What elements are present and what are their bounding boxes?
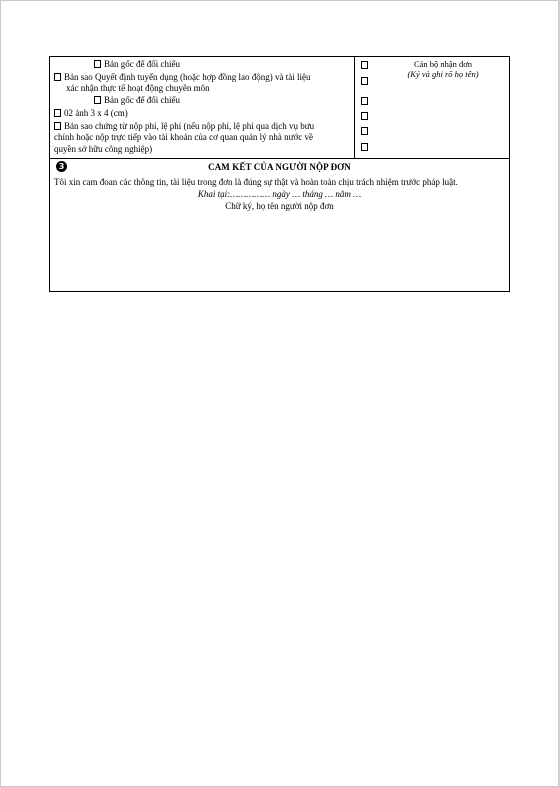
signature-label: Chữ ký, họ tên người nộp đơn (225, 201, 334, 211)
commitment-statement: Tôi xin cam đoan các thông tin, tài liệu trong đơn là đúng sự thật và hoàn toàn chịu trách nhiệm trước pháp luật. (54, 177, 458, 187)
place-date-line: Khai tại:…………… ngày … tháng … năm … (197, 189, 362, 199)
received-checkbox-3[interactable] (361, 97, 368, 105)
checkbox-icon[interactable] (54, 122, 61, 130)
received-checkboxes (355, 57, 377, 158)
checkbox-icon[interactable] (54, 109, 61, 117)
doc-item-photos: 02 ảnh 3 x 4 (cm) (54, 108, 128, 119)
checkbox-icon[interactable] (94, 60, 101, 68)
doc-item-fee-receipt-cont-1: chính hoặc nộp trực tiếp vào tài khoản của cơ quan quản lý nhà nước về (54, 132, 313, 142)
doc-item-employment-decision: Bản sao Quyết định tuyển dụng (hoặc hợp đồng lao động) và tài liệu (54, 72, 310, 83)
received-checkbox-5[interactable] (361, 127, 368, 135)
commitment-section (50, 159, 509, 291)
documents-row (50, 57, 509, 159)
officer-title: Cán bộ nhận đơn (413, 59, 473, 69)
receiving-officer-cell (377, 57, 509, 158)
doc-item-original-1: Bản gốc để đối chiếu (94, 59, 180, 70)
officer-subtitle: (Ký và ghi rõ họ tên) (407, 69, 479, 79)
application-form-table (49, 56, 510, 292)
documents-list (50, 57, 355, 158)
doc-item-employment-decision-cont: xác nhận thực tế hoạt động chuyên môn (66, 83, 210, 93)
received-checkbox-1[interactable] (361, 61, 368, 69)
received-checkbox-2[interactable] (361, 77, 368, 85)
doc-item-original-2: Bản gốc để đối chiếu (94, 95, 180, 106)
commitment-title: CAM KẾT CỦA NGƯỜI NỘP ĐƠN (208, 162, 351, 172)
doc-item-fee-receipt-cont-2: quyền sở hữu công nghiệp) (54, 144, 153, 154)
doc-item-fee-receipt: Bản sao chứng từ nộp phí, lệ phí (nếu nộp phí, lệ phí qua dịch vụ bưu (54, 121, 314, 132)
received-checkbox-6[interactable] (361, 143, 368, 151)
checkbox-icon[interactable] (54, 73, 61, 81)
received-checkbox-4[interactable] (361, 112, 368, 120)
checkbox-icon[interactable] (94, 96, 101, 104)
section-number-badge: 3 (56, 161, 67, 172)
